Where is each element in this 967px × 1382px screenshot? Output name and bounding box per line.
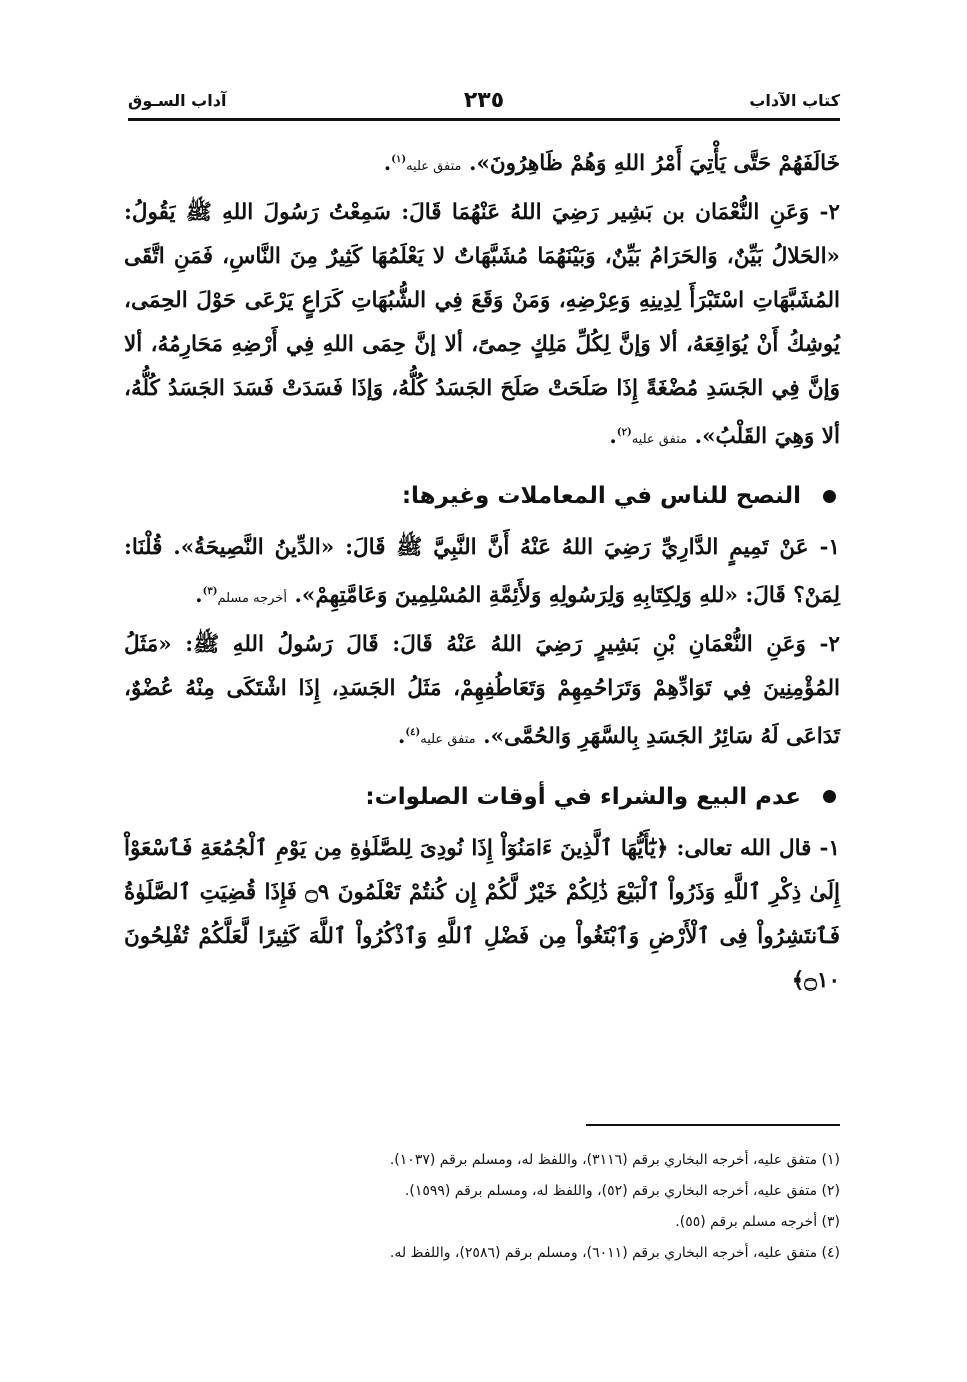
hadith-2-end: . bbox=[609, 424, 617, 450]
footnote-ref-3: (٣) bbox=[202, 586, 218, 598]
footnote-divider bbox=[586, 1124, 840, 1126]
opening-source: متفق عليه bbox=[406, 159, 462, 175]
footnote-ref-4: (٤) bbox=[405, 727, 421, 739]
opening-text: خَالَفَهُمْ حَتَّى يَأْتِيَ أَمْرُ اللهِ وَهُمْ ظَاهِرُونَ». bbox=[468, 151, 840, 177]
advice-hadith-2-source: متفق عليه bbox=[420, 732, 476, 748]
section-heading-prayer-times bbox=[124, 775, 840, 819]
footnote-ref-1: (١) bbox=[391, 154, 407, 165]
page-header bbox=[128, 82, 840, 121]
advice-hadith-2-text: وَعَنِ النُّعْمَانِ بْنِ بَشِيرٍ رَضِيَ اللهُ عَنْهُ قَالَ: قَالَ رَسُولُ اللهِ ﷺ: «مَثَلُ المُؤْمِنِينَ فِي تَوَادِّهِمْ وَتَرَاحُمِهِمْ وَتَعَاطُفِهِمْ، مَثَلُ الجَسَدِ، إِذَا اشْتَكَى مِنْهُ عُضْوٌ، تَدَاعَى لَهُ سَائِرُ الجَسَدِ بِالسَّهَرِ وَالحُمَّى». bbox=[124, 632, 840, 750]
bullet-icon bbox=[823, 490, 836, 503]
hadith-2-paragraph bbox=[124, 191, 840, 462]
section-heading-advice bbox=[124, 474, 840, 518]
book-title: كتاب الآداب bbox=[749, 90, 840, 110]
hadith-2-source: متفق عليه bbox=[631, 432, 688, 448]
verse-lead: قال الله تعالى: bbox=[676, 835, 812, 861]
advice-hadith-2-number: ٢- bbox=[819, 632, 840, 658]
footnote-ref-2: (٢) bbox=[616, 427, 632, 439]
advice-hadith-1-end: . bbox=[195, 583, 203, 609]
opening-end: . bbox=[383, 151, 392, 177]
advice-hadith-2-end: . bbox=[397, 724, 406, 750]
verse-item-number: ١- bbox=[819, 835, 840, 861]
footnote-2: (٢) متفق عليه، أخرجه البخاري برقم (٥٢)، واللفظ له، ومسلم برقم (١٥٩٩). bbox=[404, 1183, 840, 1199]
page-body bbox=[124, 138, 840, 1003]
section-2-title: عدم البيع والشراء في أوقات الصلوات: bbox=[365, 783, 801, 810]
hadith-2-number: ٢- bbox=[819, 200, 840, 226]
page-number: ٢٣٥ bbox=[463, 87, 505, 113]
advice-hadith-1 bbox=[124, 526, 840, 621]
footnote-4: (٤) متفق عليه، أخرجه البخاري برقم (٦٠١١)، ومسلم برقم (٢٥٨٦)، واللفظ له. bbox=[389, 1245, 840, 1261]
advice-hadith-1-source: أخرجه مسلم bbox=[217, 591, 287, 607]
footnote-1: (١) متفق عليه، أخرجه البخاري برقم (٣١١٦)، واللفظ له، ومسلم برقم (١٠٣٧). bbox=[389, 1152, 840, 1168]
advice-hadith-2 bbox=[124, 623, 840, 762]
opening-paragraph bbox=[124, 138, 840, 189]
footnote-3: (٣) أخرجه مسلم برقم (٥٥). bbox=[675, 1214, 840, 1230]
advice-hadith-1-number: ١- bbox=[819, 535, 840, 561]
section-1-title: النصح للناس في المعاملات وغيرها: bbox=[401, 483, 801, 510]
advice-hadith-1-text: عَنْ تَمِيمٍ الدَّارِيِّ رَضِيَ اللهُ عَنْهُ أَنَّ النَّبِيَّ ﷺ قَالَ: «الدِّينُ النَّصِيحَةُ». قُلْنَا: لِمَنْ؟ قَالَ: «للهِ وَلِكِتَابِهِ وَلِرَسُولِهِ وَلأَئِمَّةِ المُسْلِمِينَ وَعَامَّتِهِمْ». bbox=[124, 535, 840, 609]
quran-verse-paragraph bbox=[124, 827, 840, 1003]
chapter-title: آداب السـوق bbox=[128, 90, 227, 110]
quran-verse: ﴿يَٰٓأَيُّهَا ٱلَّذِينَ ءَامَنُوٓاْ إِذَا نُودِىَ لِلصَّلَوٰةِ مِن يَوْمِ ٱلْجُمُعَةِ فَٱسْعَوْاْ إِلَىٰ ذِكْرِ ٱللَّهِ وَذَرُواْ ٱلْبَيْعَ ذَٰلِكُمْ خَيْرٌ لَّكُمْ إِن كُنتُمْ تَعْلَمُونَ ۝٩ فَإِذَا قُضِيَتِ ٱلصَّلَوٰةُ فَٱنتَشِرُواْ فِى ٱلْأَرْضِ وَٱبْتَغُواْ مِن فَضْلِ ٱللَّهِ وَٱذْكُرُواْ ٱللَّهَ كَثِيرًا لَّعَلَّكُمْ تُفْلِحُونَ ۝١٠﴾ bbox=[124, 835, 840, 993]
footnotes bbox=[124, 1145, 840, 1269]
bullet-icon bbox=[823, 790, 836, 803]
hadith-2-text: وَعَنِ النُّعْمَان بن بَشِير رَضِيَ اللهُ عَنْهُمَا قَالَ: سَمِعْتُ رَسُولَ اللهِ ﷺ يَقُولُ: «الحَلالُ بَيِّنٌ، وَالحَرَامُ بَيِّنٌ، وَبَيْنَهُمَا مُشَبَّهَاتٌ لا يَعْلَمُهَا كَثِيرٌ مِنَ النَّاسِ، فَمَنِ اتَّقَى المُشَبَّهَاتِ اسْتَبْرَأَ لِدِينِهِ وَعِرْضِهِ، وَمَنْ وَقَعَ فِي الشُّبُهَاتِ كَرَاعٍ يَرْعَى حَوْلَ الحِمَى، يُوشِكُ أَنْ يُوَاقِعَهُ، ألا وَإنَّ لِكُلِّ مَلِكٍ حِمىً، ألا إنَّ حِمَى اللهِ فِي أَرْضِهِ مَحَارِمُهُ، ألا وَإنَّ فِي الجَسَدِ مُضْغَةً إِذَا صَلَحَتْ صَلَحَ الجَسَدُ كُلُّهُ، وَإذَا فَسَدَتْ فَسَدَ الجَسَدُ كُلُّهُ، ألا وَهِيَ القَلْبُ». bbox=[124, 200, 840, 450]
